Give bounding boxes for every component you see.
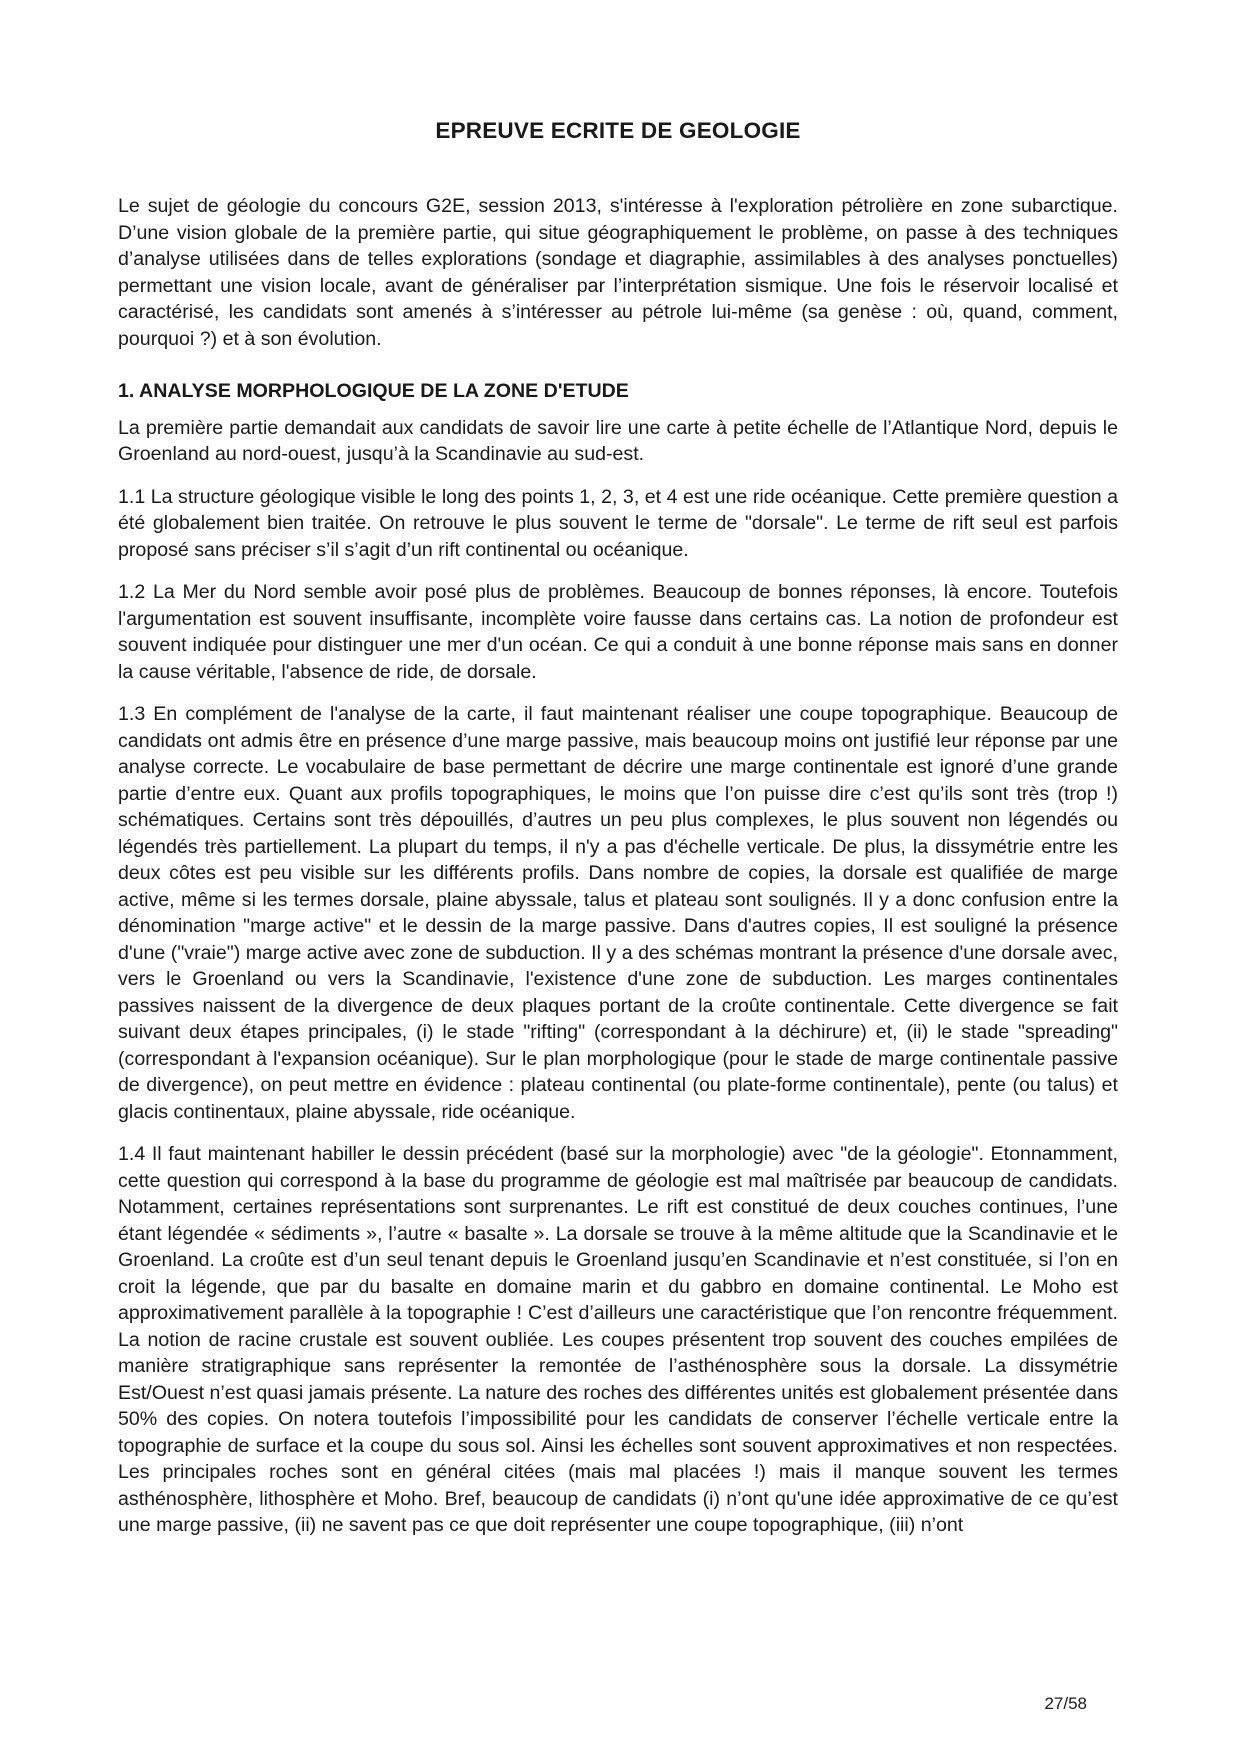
page-title: EPREUVE ECRITE DE GEOLOGIE bbox=[435, 118, 801, 143]
intro-paragraph: Le sujet de géologie du concours G2E, session 2013, s'intéresse à l'exploration pétrolière en zone subarctique. D’une vision globale de la première partie, qui situe géographiquement le problème, on passe à des techniques d’analyse utilisées dans de telles explorations (sondage et diagraphie, assimilables à des analyses ponctuelles) permettant une vision locale, avant de généraliser par l’interprétation sismique. Une fois le réservoir localisé et caractérisé, les candidats sont amenés à s’intéresser au pétrole lui-même (sa genèse : où, quand, comment, pourquoi ?) et à son évolution. bbox=[118, 195, 1118, 350]
paragraph-1-3: 1.3 En complément de l'analyse de la carte, il faut maintenant réaliser une coupe topographique. Beaucoup de candidats ont admis être en présence d’une marge passive, mais beaucoup moins ont justifié leur réponse par une analyse correcte. Le vocabulaire de base permettant de décrire une marge continentale est ignoré d’une grande partie d’entre eux. Quant aux profils topographiques, le moins que l’on puisse dire c’est qu’ils sont très (trop !) schématiques. Certains sont très dépouillés, d’autres un peu plus complexes, le plus souvent non légendés ou légendés très partiellement. La plupart du temps, il n'y a pas d'échelle verticale. De plus, la dissymétrie entre les deux côtes est peu visible sur les différents profils. Dans nombre de copies, la dorsale est qualifiée de marge active, même si les termes dorsale, plaine abyssale, talus et plateau sont soulignés. Il y a donc confusion entre la dénomination "marge active" et le dessin de la marge passive. Dans d'autres copies, Il est souligné la présence d'une ("vraie") marge active avec zone de subduction. Il y a des schémas montrant la présence d'une dorsale avec, vers le Groenland ou vers la Scandinavie, l'existence d'une zone de subduction. Les marges continentales passives naissent de la divergence de deux plaques portant de la croûte continentale. Cette divergence se fait suivant deux étapes principales, (i) le stade "rifting" (correspondant à la déchirure) et, (ii) le stade "spreading" (correspondant à l'expansion océanique). Sur le plan morphologique (pour le stade de marge continentale passive de divergence), on peut mettre en évidence : plateau continental (ou plate-forme continentale), pente (ou talus) et glacis continentaux, plaine abyssale, ride océanique. bbox=[118, 703, 1118, 1123]
paragraph-1-2: 1.2 La Mer du Nord semble avoir posé plus de problèmes. Beaucoup de bonnes réponses, là encore. Toutefois l'argumentation est souvent insuffisante, incomplète voire fausse dans certains cas. La notion de profondeur est souvent indiquée pour distinguer une mer d'un océan. Ce qui a conduit à une bonne réponse mais sans en donner la cause véritable, l'absence de ride, de dorsale. bbox=[118, 581, 1118, 683]
document-body bbox=[118, 193, 1118, 1539]
page-number: 27/58 bbox=[1044, 1694, 1087, 1713]
section-heading: 1. ANALYSE MORPHOLOGIQUE DE LA ZONE D'ETUDE bbox=[118, 380, 629, 402]
paragraph-1-1: 1.1 La structure géologique visible le long des points 1, 2, 3, et 4 est une ride océanique. Cette première question a été globalement bien traitée. On retrouve le plus souvent le terme de "dorsale". Le terme de rift seul est parfois proposé sans préciser s’il s’agit d’un rift continental ou océanique. bbox=[118, 485, 1118, 561]
paragraph-1-4: 1.4 Il faut maintenant habiller le dessin précédent (basé sur la morphologie) avec "de la géologie". Etonnamment, cette question qui correspond à la base du programme de géologie est mal maîtrisée par beaucoup de candidats. Notamment, certaines représentations sont surprenantes. Le rift est constitué de deux couches continues, l’une étant légendée « sédiments », l’autre « basalte ». La dorsale se trouve à la même altitude que la Scandinavie et le Groenland. La croûte est d’un seul tenant depuis le Groenland jusqu’en Scandinavie et n’est constituée, si l’on en croit la légende, que par du basalte en domaine marin et du gabbro en domaine continental. Le Moho est approximativement parallèle à la topographie ! C’est d’ailleurs une caractéristique que l’on rencontre fréquemment. La notion de racine crustale est souvent oubliée. Les coupes présentent trop souvent des couches empilées de manière stratigraphique sans représenter la remontée de l’asthénosphère sous la dorsale. La dissymétrie Est/Ouest n’est quasi jamais présente. La nature des roches des différentes unités est globalement présentée dans 50% des copies. On notera toutefois l’impossibilité pour les candidats de conserver l’échelle verticale entre la topographie de surface et la coupe du sous sol. Ainsi les échelles sont souvent approximatives et non respectées. Les principales roches sont en général citées (mais mal placées !) mais il manque souvent les termes asthénosphère, lithosphère et Moho. Bref, beaucoup de candidats (i) n’ont qu'une idée approximative de ce qu’est une marge passive, (ii) ne savent pas ce que doit représenter une coupe topographique, (iii) n’ont bbox=[118, 1143, 1118, 1536]
section-lead-paragraph: La première partie demandait aux candidats de savoir lire une carte à petite échelle de l’Atlantique Nord, depuis le Groenland au nord-ouest, jusqu’à la Scandinavie au sud-est. bbox=[118, 416, 1118, 465]
